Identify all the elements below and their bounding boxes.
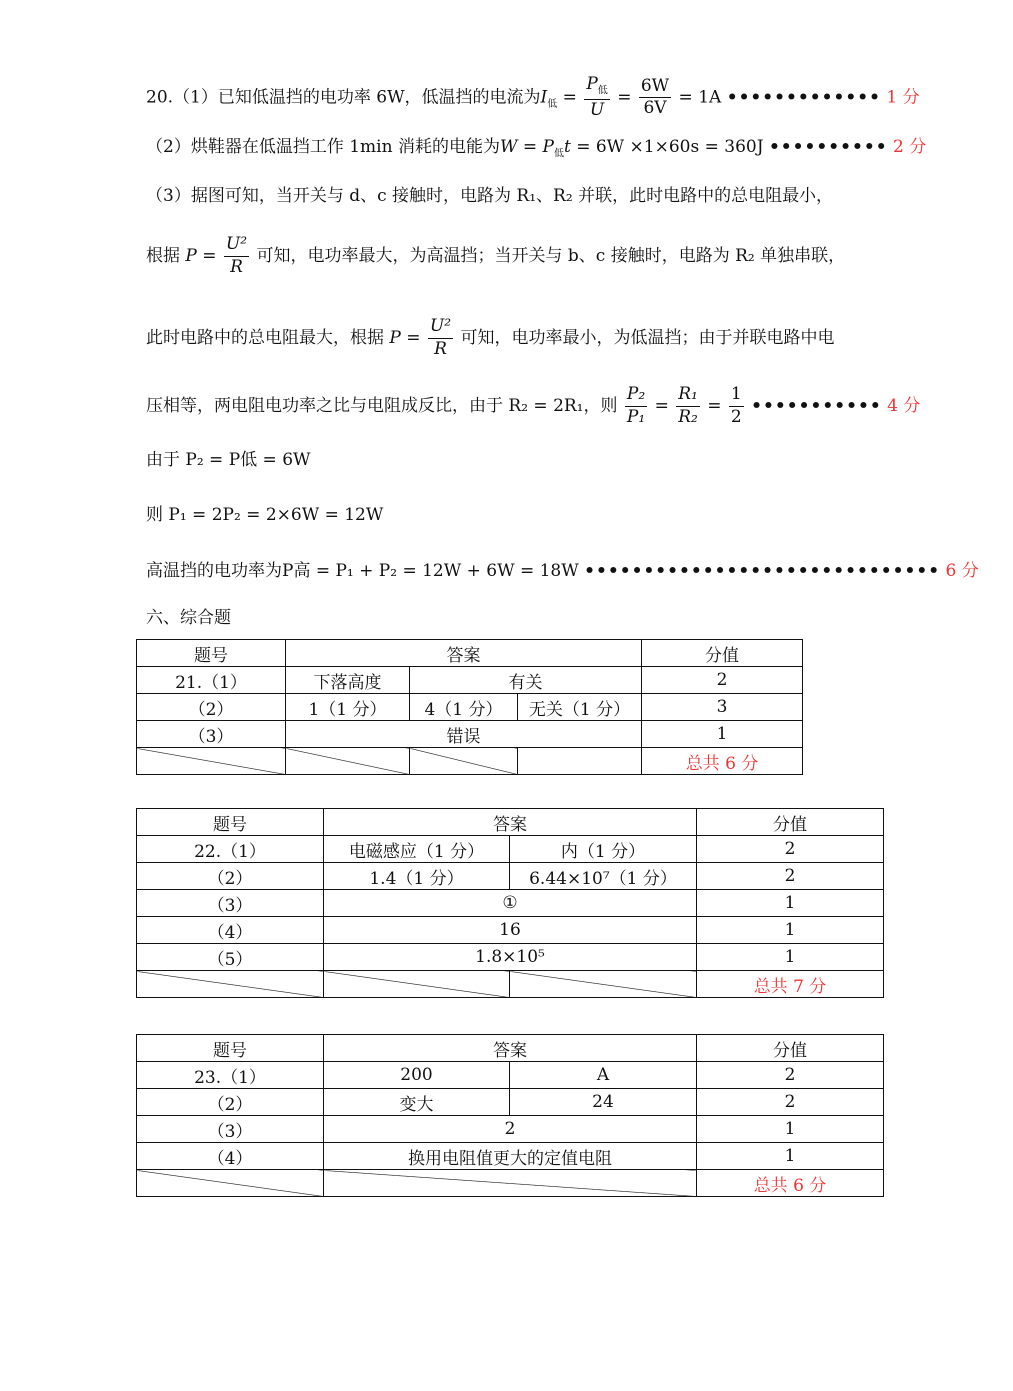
equals-sign: = bbox=[196, 245, 222, 266]
table-cell: （2） bbox=[137, 694, 286, 721]
table-q22 bbox=[136, 808, 884, 998]
table-cell: （5） bbox=[137, 944, 324, 971]
table-cell: 无关（1 分） bbox=[518, 694, 642, 721]
fraction-denominator: R bbox=[230, 256, 243, 277]
fraction-numerator-p: P bbox=[586, 74, 598, 94]
equals-sign: = bbox=[517, 137, 543, 157]
fraction-denominator: 2 bbox=[730, 406, 742, 427]
table-cell: 23.（1） bbox=[137, 1062, 324, 1089]
table-cell: 1 bbox=[642, 721, 803, 748]
table-cell: 2 bbox=[697, 1089, 884, 1116]
fraction-numerator: U² bbox=[224, 236, 249, 257]
table-cell: 3 bbox=[642, 694, 803, 721]
table-cell: 有关 bbox=[410, 667, 642, 694]
equals-sign: = bbox=[562, 87, 577, 108]
fraction-p-over-u bbox=[584, 76, 609, 120]
table-row bbox=[137, 1035, 884, 1062]
table-cell: （4） bbox=[137, 1143, 324, 1170]
text-segment: 可知，电功率最大，为高温挡；当开关与 b、c 接触时，电路为 R₂ 单独串联， bbox=[256, 245, 846, 266]
q20-line-2 bbox=[146, 139, 926, 159]
header-cell: 题号 bbox=[137, 1035, 324, 1062]
header-cell: 答案 bbox=[324, 1035, 697, 1062]
fraction-numerator: 1 bbox=[729, 386, 744, 407]
table-cell: 内（1 分） bbox=[510, 836, 697, 863]
q20-line-5 bbox=[146, 318, 834, 359]
section-title: 六、综合题 bbox=[146, 608, 231, 628]
table-cell: （3） bbox=[137, 890, 324, 917]
table-cell: （2） bbox=[137, 863, 324, 890]
diagonal-cell bbox=[137, 748, 286, 775]
text-segment: 此时电路中的总电阻最大，根据 bbox=[146, 327, 384, 348]
equals-sign-2: = bbox=[617, 87, 632, 108]
table-row bbox=[137, 836, 884, 863]
table-cell: 21.（1） bbox=[137, 667, 286, 694]
table-row bbox=[137, 1170, 884, 1197]
table-cell: 2 bbox=[642, 667, 803, 694]
text-segment: 由于 P₂ = P低 = 6W bbox=[146, 450, 311, 470]
diagonal-cell bbox=[286, 748, 410, 775]
table-cell: 换用电阻值更大的定值电阻 bbox=[324, 1143, 697, 1170]
fraction-one-half bbox=[729, 386, 744, 427]
q20-part2-text: （2）烘鞋器在低温挡工作 1min 消耗的电能为 bbox=[146, 137, 500, 157]
leader-dots: ••••••••••••• bbox=[726, 87, 881, 108]
diagonal-cell bbox=[510, 971, 697, 998]
fraction-numerator-sub: 低 bbox=[597, 85, 608, 97]
header-cell: 答案 bbox=[324, 809, 697, 836]
table-cell: 2 bbox=[324, 1116, 697, 1143]
table-cell: 1 bbox=[697, 890, 884, 917]
table-row bbox=[137, 917, 884, 944]
table-row bbox=[137, 944, 884, 971]
text-segment: 则 P₁ = 2P₂ = 2×6W = 12W bbox=[146, 505, 384, 525]
fraction-6w-over-6v bbox=[639, 75, 671, 119]
table-cell: （4） bbox=[137, 917, 324, 944]
header-cell: 题号 bbox=[137, 640, 286, 667]
table-row bbox=[137, 863, 884, 890]
formula: P高 = P₁ + P₂ = 12W + 6W = 18W bbox=[282, 561, 579, 581]
text-segment: 可知，电功率最小，为低温挡；由于并联电路中电 bbox=[460, 327, 835, 348]
time-symbol: t bbox=[563, 137, 571, 157]
fraction-numerator-6w: 6W bbox=[639, 78, 671, 99]
table-q23 bbox=[136, 1034, 884, 1197]
diagonal-cell bbox=[137, 971, 324, 998]
table-row bbox=[137, 1089, 884, 1116]
score-label: 2 分 bbox=[893, 137, 927, 157]
fraction-denominator: P₁ bbox=[626, 406, 646, 427]
empty-cell bbox=[518, 748, 642, 775]
table-q21 bbox=[136, 639, 803, 775]
table-row bbox=[137, 721, 803, 748]
q20-line-1 bbox=[146, 76, 920, 120]
power-subscript: 低 bbox=[553, 148, 564, 160]
table-cell: 2 bbox=[697, 836, 884, 863]
total-score-cell: 总共 6 分 bbox=[697, 1170, 884, 1197]
table-cell: 1 bbox=[697, 944, 884, 971]
power-symbol: P bbox=[542, 137, 554, 157]
leader-dots: •••••••••• bbox=[768, 137, 888, 157]
fraction-numerator: P₂ bbox=[625, 386, 647, 407]
fraction-denominator: R₂ bbox=[678, 406, 698, 427]
diagonal-cell bbox=[137, 1170, 324, 1197]
table-row bbox=[137, 1116, 884, 1143]
q20-line-8 bbox=[146, 507, 383, 524]
table-row bbox=[137, 1143, 884, 1170]
q20-line-7 bbox=[146, 452, 311, 469]
table-cell: 16 bbox=[324, 917, 697, 944]
table-cell: 1 bbox=[697, 917, 884, 944]
score-label: 6 分 bbox=[945, 561, 979, 581]
fraction-r1-over-r2 bbox=[676, 386, 700, 427]
power-symbol: P bbox=[185, 245, 197, 266]
table-cell: ① bbox=[324, 890, 697, 917]
table-cell: 4（1 分） bbox=[410, 694, 518, 721]
q20-line-6 bbox=[146, 386, 920, 427]
table-cell: 1（1 分） bbox=[286, 694, 410, 721]
leader-dots: •••••••••••••••••••••••••••••• bbox=[584, 561, 941, 581]
header-cell: 分值 bbox=[697, 1035, 884, 1062]
text-segment: 高温挡的电功率为 bbox=[146, 561, 282, 581]
table-cell: 6.44×10⁷（1 分） bbox=[510, 863, 697, 890]
diagonal-cell bbox=[410, 748, 518, 775]
score-label: 1 分 bbox=[886, 87, 920, 108]
q20-line-4 bbox=[146, 236, 845, 277]
energy-result: = 6W ×1×60s = 360J bbox=[570, 137, 764, 157]
equals-sign: = bbox=[400, 327, 426, 348]
diagonal-cell bbox=[324, 1170, 697, 1197]
fraction-u2-over-r bbox=[428, 318, 453, 359]
current-subscript: 低 bbox=[547, 98, 558, 110]
table-row bbox=[137, 1062, 884, 1089]
text-segment: 根据 bbox=[146, 245, 180, 266]
table-cell: 1.4（1 分） bbox=[324, 863, 510, 890]
fraction-denominator: R bbox=[434, 338, 447, 359]
total-score-cell: 总共 6 分 bbox=[642, 748, 803, 775]
header-cell: 分值 bbox=[697, 809, 884, 836]
table-cell: 22.（1） bbox=[137, 836, 324, 863]
fraction-numerator: U² bbox=[428, 318, 453, 339]
energy-symbol: W bbox=[499, 137, 518, 157]
table-cell: 200 bbox=[324, 1062, 510, 1089]
current-symbol: I bbox=[540, 87, 548, 108]
table-row bbox=[137, 890, 884, 917]
table-row bbox=[137, 971, 884, 998]
table-cell: （2） bbox=[137, 1089, 324, 1116]
header-cell: 分值 bbox=[642, 640, 803, 667]
fraction-denominator-6v: 6V bbox=[643, 98, 667, 119]
power-symbol: P bbox=[389, 327, 401, 348]
table-cell: A bbox=[510, 1062, 697, 1089]
fraction-numerator: R₁ bbox=[676, 386, 700, 407]
table-cell: 24 bbox=[510, 1089, 697, 1116]
table-cell: （3） bbox=[137, 1116, 324, 1143]
text-segment: 压相等，两电阻电功率之比与电阻成反比，由于 R₂ = 2R₁，则 bbox=[146, 395, 618, 416]
table-row bbox=[137, 667, 803, 694]
table-cell: 1 bbox=[697, 1143, 884, 1170]
q20-line-9 bbox=[146, 563, 979, 580]
diagonal-cell bbox=[324, 971, 510, 998]
table-cell: 电磁感应（1 分） bbox=[324, 836, 510, 863]
table-cell: 1.8×10⁵ bbox=[324, 944, 697, 971]
header-cell: 答案 bbox=[286, 640, 642, 667]
table-cell: 错误 bbox=[286, 721, 642, 748]
table-row bbox=[137, 640, 803, 667]
table-cell: 2 bbox=[697, 1062, 884, 1089]
q20-part1-text: 20.（1）已知低温挡的电功率 6W，低温挡的电流为 bbox=[146, 87, 541, 108]
table-row bbox=[137, 809, 884, 836]
table-cell: 2 bbox=[697, 863, 884, 890]
table-row bbox=[137, 694, 803, 721]
q20-part3-text: （3）据图可知，当开关与 d、c 接触时，电路为 R₁、R₂ 并联，此时电路中的总电阻最小， bbox=[146, 186, 834, 206]
table-cell: （3） bbox=[137, 721, 286, 748]
leader-dots: ••••••••••• bbox=[751, 395, 882, 416]
fraction-denominator-u: U bbox=[589, 99, 605, 120]
fraction-u2-over-r bbox=[224, 236, 249, 277]
table-cell: 1 bbox=[697, 1116, 884, 1143]
table-cell: 下落高度 bbox=[286, 667, 410, 694]
equals-sign: = bbox=[654, 395, 669, 416]
equals-sign: = bbox=[707, 395, 722, 416]
header-cell: 题号 bbox=[137, 809, 324, 836]
total-score-cell: 总共 7 分 bbox=[697, 971, 884, 998]
current-result: = 1A bbox=[678, 87, 722, 108]
table-row bbox=[137, 748, 803, 775]
fraction-p2-over-p1 bbox=[625, 386, 647, 427]
table-cell: 变大 bbox=[324, 1089, 510, 1116]
q20-line-3 bbox=[146, 188, 833, 205]
score-label: 4 分 bbox=[887, 395, 921, 416]
